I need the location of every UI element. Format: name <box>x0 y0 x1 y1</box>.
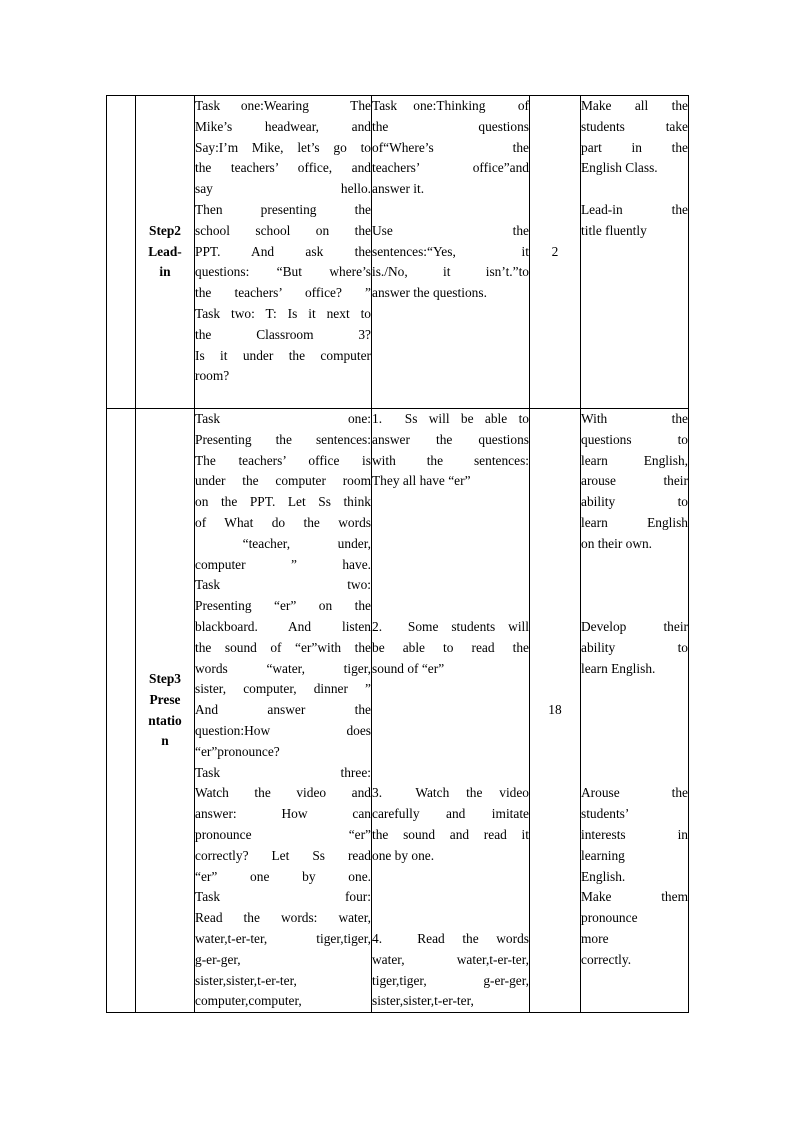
text-line: “er”pronounce? <box>195 743 280 759</box>
text-line: questions: “But where’s <box>195 264 371 280</box>
text-line: Presenting “er” on the <box>195 598 371 614</box>
text-line: answer it. <box>372 181 425 197</box>
text-line: pronounce “er” <box>195 826 371 842</box>
text-line <box>581 742 688 763</box>
text-line: title fluently <box>581 222 647 238</box>
student-activity-text <box>372 409 529 1012</box>
text-line: learn English. <box>581 660 656 676</box>
text-line: answer the questions. <box>372 285 487 301</box>
text-line: “er” one by one. <box>195 868 371 884</box>
text-line: carefully and imitate <box>372 806 529 822</box>
text-line <box>581 596 688 617</box>
text-line: Task one: <box>195 411 371 426</box>
text-line <box>372 200 529 221</box>
text-line <box>581 179 688 200</box>
text-line: “teacher, under, <box>195 535 371 551</box>
text-line <box>581 700 688 721</box>
teacher-activity-cell <box>195 409 372 1013</box>
text-line: The teachers’ office is <box>195 452 371 468</box>
text-line: computer,computer, <box>195 993 302 1009</box>
text-line: on the PPT. Let Ss think <box>195 494 371 510</box>
text-line <box>372 887 529 908</box>
text-line: ability to <box>581 639 688 655</box>
text-line: Use the <box>372 222 529 238</box>
blank-cell <box>107 409 136 1013</box>
text-line: Make all the <box>581 98 688 113</box>
time-cell: 2 <box>530 96 581 409</box>
text-line: be able to read the <box>372 639 529 655</box>
text-line: one by one. <box>372 847 435 863</box>
text-line: Task one:Thinking of <box>372 98 529 113</box>
student-activity-text <box>372 96 529 304</box>
text-line: Lead-in the <box>581 201 688 217</box>
text-line: of“Where’s the <box>372 139 529 155</box>
text-line: pronounce <box>581 910 638 926</box>
text-line: words “water, tiger, <box>195 660 371 676</box>
text-line <box>372 867 529 888</box>
step-name-line: Lead- <box>148 243 182 259</box>
text-line: sister, computer, dinner ” <box>195 681 371 697</box>
text-line: 3. Watch the video <box>372 785 529 801</box>
text-line <box>581 721 688 742</box>
text-line: teachers’ office”and <box>372 160 529 176</box>
text-line <box>372 534 529 555</box>
text-line: say hello. <box>195 181 371 197</box>
text-line <box>581 679 688 700</box>
text-line: Task one:Wearing The <box>195 98 371 113</box>
text-line: water, water,t-er-ter, <box>372 951 529 967</box>
text-line: school school on the <box>195 222 371 238</box>
text-line: the Classroom 3? <box>195 326 371 342</box>
text-line: tiger,tiger, g-er-ger, <box>372 972 529 988</box>
text-line <box>372 575 529 596</box>
text-line: part in the <box>581 139 688 155</box>
step-name-line: Step3 <box>149 670 181 686</box>
text-line: sentences:“Yes, it <box>372 243 529 259</box>
student-activity-cell <box>372 409 530 1013</box>
text-line: students’ <box>581 806 630 822</box>
step-name-cell <box>136 409 195 1013</box>
text-line: correctly. <box>581 951 632 967</box>
text-line: the teachers’ office? ” <box>195 285 371 301</box>
text-line: PPT. And ask the <box>195 243 371 259</box>
text-line <box>581 575 688 596</box>
text-line <box>372 700 529 721</box>
table-row-step3 <box>107 409 689 1013</box>
text-line: the sound and read it <box>372 826 529 842</box>
text-line <box>372 908 529 929</box>
text-line: Read the words: water, <box>195 910 371 926</box>
step-name-line: in <box>159 264 171 280</box>
text-line: learn English <box>581 514 688 530</box>
text-line: Watch the video and <box>195 785 371 801</box>
text-line: They all have “er” <box>372 473 471 489</box>
text-line: the teachers’ office, and <box>195 160 371 176</box>
text-line: 2. Some students will <box>372 618 529 634</box>
text-line: Is it under the computer <box>195 347 371 363</box>
text-line: 1. Ss will be able to <box>372 411 529 426</box>
text-line: computer ” have. <box>195 556 371 572</box>
text-line: sister,sister,t-er-ter, <box>372 993 474 1009</box>
text-line: Task three: <box>195 764 371 780</box>
text-line <box>372 596 529 617</box>
text-line: under the computer room <box>195 473 371 489</box>
text-line: With the <box>581 411 688 426</box>
text-line: Task two: T: Is it next to <box>195 305 371 321</box>
text-line: is./No, it isn’t.”to <box>372 264 529 280</box>
text-line: g-er-ger, <box>195 951 241 967</box>
step-name-line: n <box>161 733 169 749</box>
text-line: Develop their <box>581 618 688 634</box>
text-line: with the sentences: <box>372 452 529 468</box>
text-line: answer: How can <box>195 806 371 822</box>
text-line <box>372 513 529 534</box>
text-line: ability to <box>581 494 688 510</box>
text-line: on their own. <box>581 535 653 551</box>
text-line: Task four: <box>195 889 371 905</box>
step-name-cell <box>136 96 195 409</box>
text-line: arouse their <box>581 473 688 489</box>
text-line: water,t-er-ter, tiger,tiger, <box>195 930 371 946</box>
text-line: the sound of “er”with the <box>195 639 371 655</box>
text-line: room? <box>195 368 230 384</box>
text-line: Task two: <box>195 577 371 593</box>
text-line: Mike’s headwear, and <box>195 118 371 134</box>
text-line: answer the questions <box>372 431 529 447</box>
text-line: correctly? Let Ss read <box>195 847 371 863</box>
time-cell: 18 <box>530 409 581 1013</box>
lesson-plan-table <box>106 95 689 1013</box>
text-line: English. <box>581 868 626 884</box>
purpose-cell <box>581 409 689 1013</box>
blank-cell <box>107 96 136 409</box>
step-name-line: Step2 <box>149 222 181 238</box>
text-line: interests in <box>581 826 688 842</box>
teacher-activity-cell <box>195 96 372 409</box>
text-line: blackboard. And listen <box>195 618 371 634</box>
text-line: Then presenting the <box>195 201 371 217</box>
text-line: learning <box>581 847 625 863</box>
purpose-text <box>581 96 688 242</box>
purpose-text <box>581 409 688 971</box>
text-line: of What do the words <box>195 514 371 530</box>
text-line: more <box>581 930 609 946</box>
text-line <box>581 763 688 784</box>
table-row-step2 <box>107 96 689 409</box>
text-line: Arouse the <box>581 785 688 801</box>
teacher-activity-text <box>195 409 371 1012</box>
text-line: 4. Read the words <box>372 930 529 946</box>
text-line: question:How does <box>195 722 371 738</box>
text-line: And answer the <box>195 702 371 718</box>
text-line <box>372 742 529 763</box>
purpose-cell <box>581 96 689 409</box>
text-line: Make them <box>581 889 688 905</box>
text-line: sister,sister,t-er-ter, <box>195 972 297 988</box>
text-line: sound of “er” <box>372 660 445 676</box>
text-line <box>372 492 529 513</box>
text-line: students take <box>581 118 688 134</box>
text-line: questions to <box>581 431 688 447</box>
text-line <box>372 721 529 742</box>
text-line <box>581 555 688 576</box>
step-name-line: Prese <box>149 691 181 707</box>
text-line: Say:I’m Mike, let’s go to <box>195 139 371 155</box>
text-line: learn English, <box>581 452 688 468</box>
step-name-line: ntatio <box>148 712 182 728</box>
student-activity-cell <box>372 96 530 409</box>
text-line <box>372 679 529 700</box>
text-line: Presenting the sentences: <box>195 431 371 447</box>
text-line <box>372 555 529 576</box>
text-line: the questions <box>372 118 529 134</box>
text-line: English Class. <box>581 160 658 176</box>
teacher-activity-text <box>195 96 371 387</box>
text-line <box>372 763 529 784</box>
